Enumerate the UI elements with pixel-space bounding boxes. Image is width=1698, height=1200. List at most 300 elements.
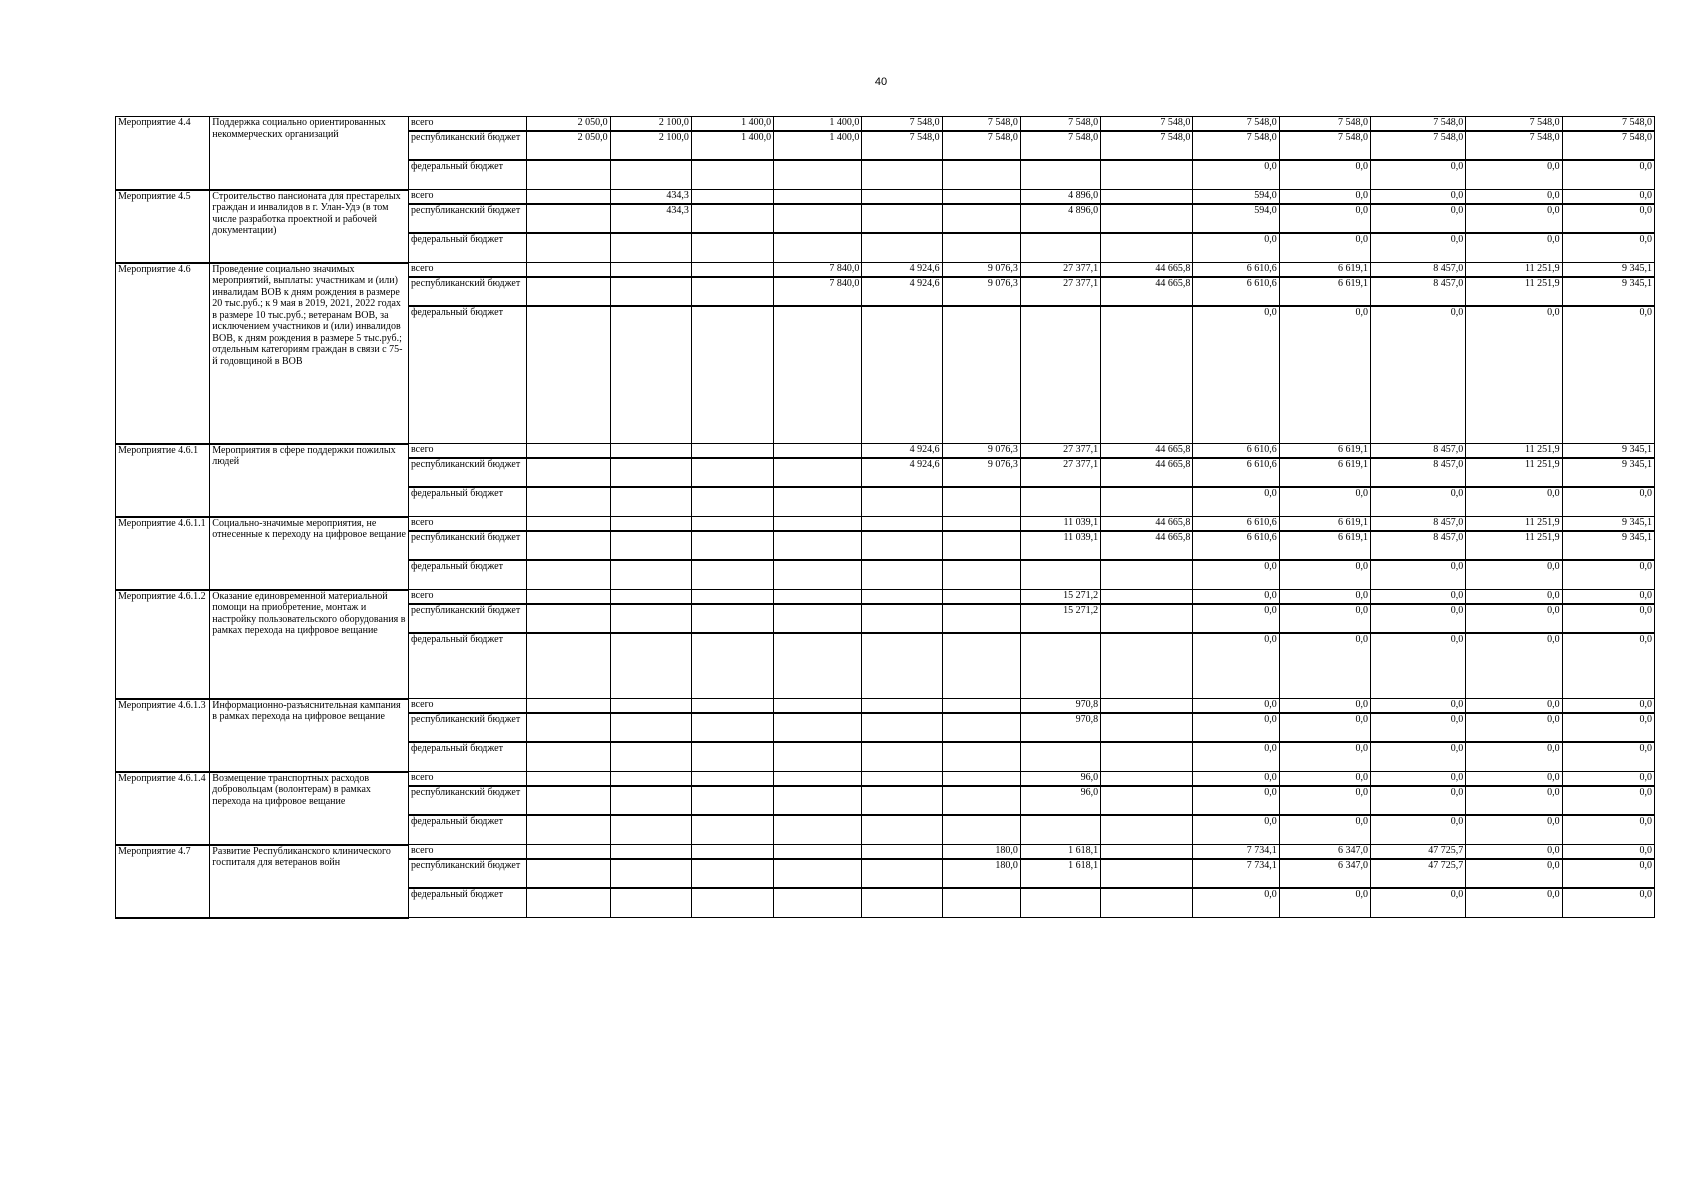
amount-cell (862, 306, 942, 444)
amount-cell (527, 845, 610, 859)
table-row (116, 590, 1655, 604)
amount-cell: 0,0 (1279, 204, 1370, 233)
amount-cell: 0,0 (1466, 306, 1562, 444)
amount-cell (691, 517, 773, 531)
amount-cell: 7 840,0 (774, 263, 862, 277)
amount-cell: 1 618,1 (1020, 845, 1100, 859)
amount-cell (527, 458, 610, 487)
amount-cell: 7 548,0 (862, 117, 942, 131)
amount-cell (1020, 560, 1100, 590)
amount-cell: 0,0 (1562, 713, 1654, 742)
amount-cell: 7 548,0 (1020, 131, 1100, 160)
amount-cell (691, 772, 773, 786)
measure-name: Возмещение транспортных расходов добровольцам (волонтерам) в рамках перехода на цифровое вещание (210, 772, 409, 845)
amount-cell (691, 590, 773, 604)
amount-cell (862, 888, 942, 918)
measure-name: Мероприятия в сфере поддержки пожилых людей (210, 444, 409, 517)
amount-cell (610, 458, 691, 487)
amount-cell: 0,0 (1279, 699, 1370, 713)
amount-cell: 44 665,8 (1101, 444, 1193, 458)
amount-cell (691, 263, 773, 277)
amount-cell: 0,0 (1562, 699, 1654, 713)
amount-cell: 0,0 (1193, 306, 1279, 444)
amount-cell (862, 815, 942, 845)
amount-cell (691, 786, 773, 815)
amount-cell: 0,0 (1562, 160, 1654, 190)
amount-cell (942, 604, 1020, 633)
amount-cell: 9 345,1 (1562, 458, 1654, 487)
amount-cell: 9 345,1 (1562, 277, 1654, 306)
amount-cell: 9 076,3 (942, 458, 1020, 487)
amount-cell (691, 487, 773, 517)
amount-cell (610, 233, 691, 263)
amount-cell (527, 444, 610, 458)
amount-cell: 6 619,1 (1279, 277, 1370, 306)
amount-cell: 8 457,0 (1370, 277, 1465, 306)
amount-cell: 6 619,1 (1279, 517, 1370, 531)
amount-cell: 2 100,0 (610, 117, 691, 131)
amount-cell (527, 306, 610, 444)
amount-cell: 0,0 (1370, 772, 1465, 786)
amount-cell (942, 160, 1020, 190)
amount-cell (691, 845, 773, 859)
amount-cell (862, 742, 942, 772)
amount-cell: 7 548,0 (1101, 117, 1193, 131)
amount-cell: 4 924,6 (862, 277, 942, 306)
amount-cell: 4 924,6 (862, 444, 942, 458)
amount-cell (774, 190, 862, 204)
amount-cell (862, 590, 942, 604)
amount-cell (862, 160, 942, 190)
amount-cell: 8 457,0 (1370, 444, 1465, 458)
amount-cell (691, 160, 773, 190)
amount-cell: 1 400,0 (691, 131, 773, 160)
amount-cell (1101, 487, 1193, 517)
amount-cell (942, 713, 1020, 742)
amount-cell (774, 786, 862, 815)
amount-cell: 11 251,9 (1466, 517, 1562, 531)
amount-cell (774, 458, 862, 487)
amount-cell: 434,3 (610, 190, 691, 204)
amount-cell (942, 190, 1020, 204)
amount-cell: 0,0 (1562, 633, 1654, 699)
amount-cell (610, 263, 691, 277)
amount-cell: 0,0 (1466, 190, 1562, 204)
amount-cell (691, 888, 773, 918)
amount-cell (774, 560, 862, 590)
funding-source: республиканский бюджет (408, 786, 526, 815)
measure-code: Мероприятие 4.6.1.4 (116, 772, 210, 845)
measure-name: Информационно-разъяснительная кампания в рамках перехода на цифровое вещание (210, 699, 409, 772)
amount-cell (774, 713, 862, 742)
funding-source: федеральный бюджет (408, 160, 526, 190)
amount-cell: 0,0 (1193, 772, 1279, 786)
funding-source: федеральный бюджет (408, 815, 526, 845)
amount-cell: 0,0 (1279, 786, 1370, 815)
amount-cell: 9 345,1 (1562, 517, 1654, 531)
amount-cell (774, 306, 862, 444)
funding-source: республиканский бюджет (408, 277, 526, 306)
funding-source: федеральный бюджет (408, 306, 526, 444)
amount-cell (862, 633, 942, 699)
amount-cell: 44 665,8 (1101, 277, 1193, 306)
amount-cell: 0,0 (1193, 713, 1279, 742)
amount-cell (774, 590, 862, 604)
funding-source: федеральный бюджет (408, 487, 526, 517)
amount-cell: 0,0 (1466, 204, 1562, 233)
amount-cell (527, 772, 610, 786)
amount-cell (610, 444, 691, 458)
amount-cell: 0,0 (1370, 204, 1465, 233)
amount-cell: 7 548,0 (1193, 117, 1279, 131)
amount-cell: 0,0 (1193, 742, 1279, 772)
amount-cell (862, 560, 942, 590)
amount-cell (942, 772, 1020, 786)
amount-cell: 9 076,3 (942, 277, 1020, 306)
funding-source: федеральный бюджет (408, 888, 526, 918)
funding-source: республиканский бюджет (408, 859, 526, 888)
amount-cell (862, 713, 942, 742)
funding-source: всего (408, 444, 526, 458)
funding-source: республиканский бюджет (408, 531, 526, 560)
amount-cell (610, 487, 691, 517)
amount-cell: 7 734,1 (1193, 859, 1279, 888)
amount-cell (774, 859, 862, 888)
amount-cell: 7 548,0 (1370, 131, 1465, 160)
amount-cell: 6 619,1 (1279, 531, 1370, 560)
amount-cell (691, 233, 773, 263)
amount-cell: 4 924,6 (862, 263, 942, 277)
amount-cell (610, 888, 691, 918)
amount-cell (527, 604, 610, 633)
amount-cell: 11 251,9 (1466, 458, 1562, 487)
funding-source: всего (408, 263, 526, 277)
amount-cell: 0,0 (1466, 888, 1562, 918)
amount-cell: 0,0 (1279, 160, 1370, 190)
amount-cell: 0,0 (1466, 590, 1562, 604)
amount-cell (610, 742, 691, 772)
amount-cell: 0,0 (1466, 742, 1562, 772)
amount-cell: 0,0 (1466, 772, 1562, 786)
amount-cell (1101, 204, 1193, 233)
amount-cell (691, 444, 773, 458)
amount-cell (691, 633, 773, 699)
amount-cell: 8 457,0 (1370, 517, 1465, 531)
amount-cell: 7 548,0 (1562, 131, 1654, 160)
amount-cell: 9 076,3 (942, 444, 1020, 458)
amount-cell: 0,0 (1193, 786, 1279, 815)
amount-cell: 0,0 (1562, 604, 1654, 633)
amount-cell (942, 742, 1020, 772)
amount-cell: 44 665,8 (1101, 458, 1193, 487)
amount-cell (1020, 633, 1100, 699)
amount-cell: 4 896,0 (1020, 190, 1100, 204)
amount-cell: 0,0 (1193, 590, 1279, 604)
amount-cell (1101, 786, 1193, 815)
amount-cell: 9 345,1 (1562, 531, 1654, 560)
amount-cell: 7 548,0 (942, 117, 1020, 131)
amount-cell (862, 204, 942, 233)
amount-cell (1101, 815, 1193, 845)
amount-cell: 434,3 (610, 204, 691, 233)
amount-cell: 0,0 (1466, 560, 1562, 590)
amount-cell: 0,0 (1466, 845, 1562, 859)
amount-cell (691, 458, 773, 487)
amount-cell: 0,0 (1279, 590, 1370, 604)
amount-cell: 0,0 (1193, 699, 1279, 713)
amount-cell: 0,0 (1370, 487, 1465, 517)
amount-cell: 0,0 (1562, 772, 1654, 786)
budget-table (115, 116, 1655, 919)
amount-cell: 0,0 (1370, 160, 1465, 190)
amount-cell (1101, 633, 1193, 699)
amount-cell (527, 531, 610, 560)
amount-cell (774, 845, 862, 859)
table-row (116, 117, 1655, 131)
amount-cell (1101, 233, 1193, 263)
amount-cell: 11 039,1 (1020, 517, 1100, 531)
amount-cell (774, 487, 862, 517)
amount-cell: 0,0 (1370, 560, 1465, 590)
table-row (116, 699, 1655, 713)
measure-name: Социально-значимые мероприятия, не отнесенные к переходу на цифровое вещание (210, 517, 409, 590)
amount-cell: 47 725,7 (1370, 859, 1465, 888)
amount-cell (862, 859, 942, 888)
amount-cell: 0,0 (1370, 815, 1465, 845)
measure-code: Мероприятие 4.7 (116, 845, 210, 918)
amount-cell: 27 377,1 (1020, 444, 1100, 458)
amount-cell: 0,0 (1279, 560, 1370, 590)
amount-cell (1101, 560, 1193, 590)
amount-cell: 9 076,3 (942, 263, 1020, 277)
amount-cell (1020, 160, 1100, 190)
amount-cell: 0,0 (1193, 815, 1279, 845)
amount-cell: 7 548,0 (862, 131, 942, 160)
measure-code: Мероприятие 4.5 (116, 190, 210, 263)
amount-cell (527, 713, 610, 742)
amount-cell: 7 734,1 (1193, 845, 1279, 859)
amount-cell (1101, 742, 1193, 772)
amount-cell: 96,0 (1020, 786, 1100, 815)
amount-cell (942, 815, 1020, 845)
amount-cell: 7 548,0 (942, 131, 1020, 160)
amount-cell: 1 400,0 (774, 117, 862, 131)
table-row (116, 190, 1655, 204)
funding-source: всего (408, 845, 526, 859)
amount-cell: 0,0 (1562, 590, 1654, 604)
amount-cell (691, 815, 773, 845)
amount-cell: 6 610,6 (1193, 277, 1279, 306)
amount-cell: 44 665,8 (1101, 531, 1193, 560)
amount-cell (610, 699, 691, 713)
amount-cell (942, 560, 1020, 590)
amount-cell (1101, 772, 1193, 786)
amount-cell (527, 277, 610, 306)
amount-cell (691, 742, 773, 772)
amount-cell (774, 888, 862, 918)
amount-cell: 0,0 (1466, 859, 1562, 888)
amount-cell (774, 517, 862, 531)
amount-cell: 0,0 (1370, 590, 1465, 604)
amount-cell: 11 251,9 (1466, 444, 1562, 458)
measure-name: Оказание единовременной материальной помощи на приобретение, монтаж и настройку пользовательского оборудования в рамках перехода на цифровое вещание (210, 590, 409, 699)
amount-cell (1101, 190, 1193, 204)
amount-cell (691, 277, 773, 306)
amount-cell: 8 457,0 (1370, 263, 1465, 277)
amount-cell: 8 457,0 (1370, 458, 1465, 487)
measure-name: Строительство пансионата для престарелых граждан и инвалидов в г. Улан-Удэ (в том числе разработка проектной и рабочей документации) (210, 190, 409, 263)
amount-cell: 11 251,9 (1466, 531, 1562, 560)
measure-name: Проведение социально значимых мероприятий, выплаты: участникам и (или) инвалидам ВОВ к дням рождения в размере 20 тыс.руб.; к 9 мая в 2019, 2021, 2022 годах в размере 10 тыс.руб.; ветеранам ВОВ, за исключением участников и (или) инвалидов ВОВ, к дням рождения в размере 5 тыс.руб.; отдельным категориям граждан в связи с 75-й годовщиной в ВОВ (210, 263, 409, 444)
amount-cell (942, 306, 1020, 444)
amount-cell: 6 619,1 (1279, 263, 1370, 277)
funding-source: федеральный бюджет (408, 233, 526, 263)
amount-cell: 0,0 (1562, 190, 1654, 204)
amount-cell: 6 347,0 (1279, 845, 1370, 859)
amount-cell: 0,0 (1193, 560, 1279, 590)
funding-source: всего (408, 190, 526, 204)
amount-cell: 0,0 (1466, 487, 1562, 517)
amount-cell: 0,0 (1279, 190, 1370, 204)
amount-cell: 15 271,2 (1020, 604, 1100, 633)
page-number: 40 (874, 76, 888, 88)
amount-cell (691, 604, 773, 633)
amount-cell (610, 633, 691, 699)
amount-cell (862, 487, 942, 517)
amount-cell: 2 050,0 (527, 131, 610, 160)
funding-source: республиканский бюджет (408, 604, 526, 633)
table-row (116, 263, 1655, 277)
amount-cell (862, 517, 942, 531)
amount-cell: 7 548,0 (1279, 131, 1370, 160)
amount-cell: 0,0 (1279, 742, 1370, 772)
amount-cell (862, 233, 942, 263)
amount-cell (774, 699, 862, 713)
amount-cell: 0,0 (1562, 487, 1654, 517)
amount-cell: 9 345,1 (1562, 263, 1654, 277)
amount-cell: 0,0 (1562, 306, 1654, 444)
amount-cell: 0,0 (1466, 604, 1562, 633)
amount-cell: 0,0 (1193, 487, 1279, 517)
amount-cell: 11 251,9 (1466, 263, 1562, 277)
table-row (116, 845, 1655, 859)
amount-cell: 7 840,0 (774, 277, 862, 306)
amount-cell (942, 699, 1020, 713)
amount-cell (691, 190, 773, 204)
amount-cell: 7 548,0 (1279, 117, 1370, 131)
amount-cell (1101, 590, 1193, 604)
amount-cell: 6 619,1 (1279, 458, 1370, 487)
measure-code: Мероприятие 4.4 (116, 117, 210, 190)
amount-cell (527, 888, 610, 918)
amount-cell: 8 457,0 (1370, 531, 1465, 560)
amount-cell: 47 725,7 (1370, 845, 1465, 859)
amount-cell: 15 271,2 (1020, 590, 1100, 604)
amount-cell: 0,0 (1466, 633, 1562, 699)
amount-cell: 0,0 (1370, 604, 1465, 633)
amount-cell (1101, 604, 1193, 633)
amount-cell: 7 548,0 (1370, 117, 1465, 131)
amount-cell: 0,0 (1466, 786, 1562, 815)
amount-cell: 6 610,6 (1193, 458, 1279, 487)
amount-cell (527, 742, 610, 772)
amount-cell (942, 531, 1020, 560)
amount-cell (610, 531, 691, 560)
funding-source: всего (408, 772, 526, 786)
table-row (116, 772, 1655, 786)
amount-cell (691, 713, 773, 742)
amount-cell (527, 517, 610, 531)
amount-cell (862, 531, 942, 560)
amount-cell (774, 444, 862, 458)
funding-source: республиканский бюджет (408, 204, 526, 233)
amount-cell (610, 604, 691, 633)
amount-cell (942, 204, 1020, 233)
amount-cell (942, 633, 1020, 699)
amount-cell (862, 190, 942, 204)
amount-cell: 0,0 (1562, 888, 1654, 918)
table-row (116, 444, 1655, 458)
amount-cell: 6 347,0 (1279, 859, 1370, 888)
amount-cell: 0,0 (1370, 306, 1465, 444)
amount-cell (610, 772, 691, 786)
amount-cell (1101, 306, 1193, 444)
amount-cell: 4 896,0 (1020, 204, 1100, 233)
funding-source: всего (408, 517, 526, 531)
amount-cell (942, 888, 1020, 918)
amount-cell: 6 610,6 (1193, 517, 1279, 531)
amount-cell: 27 377,1 (1020, 263, 1100, 277)
amount-cell (527, 633, 610, 699)
amount-cell: 0,0 (1562, 560, 1654, 590)
amount-cell: 0,0 (1370, 190, 1465, 204)
amount-cell: 2 100,0 (610, 131, 691, 160)
amount-cell (610, 845, 691, 859)
amount-cell: 970,8 (1020, 713, 1100, 742)
amount-cell (610, 713, 691, 742)
amount-cell (527, 815, 610, 845)
amount-cell (527, 786, 610, 815)
amount-cell: 0,0 (1279, 815, 1370, 845)
measure-name: Развитие Республиканского клинического госпиталя для ветеранов войн (210, 845, 409, 918)
amount-cell: 0,0 (1562, 742, 1654, 772)
amount-cell (1101, 160, 1193, 190)
amount-cell (774, 742, 862, 772)
measure-name: Поддержка социально ориентированных некоммерческих организаций (210, 117, 409, 190)
amount-cell: 0,0 (1562, 204, 1654, 233)
amount-cell (774, 772, 862, 786)
amount-cell (1101, 699, 1193, 713)
amount-cell (942, 517, 1020, 531)
amount-cell (527, 859, 610, 888)
amount-cell: 0,0 (1193, 633, 1279, 699)
amount-cell: 1 400,0 (774, 131, 862, 160)
amount-cell (610, 590, 691, 604)
measure-code: Мероприятие 4.6.1 (116, 444, 210, 517)
amount-cell (774, 604, 862, 633)
funding-source: всего (408, 590, 526, 604)
amount-cell (774, 531, 862, 560)
amount-cell (774, 633, 862, 699)
amount-cell: 0,0 (1370, 633, 1465, 699)
amount-cell: 0,0 (1279, 604, 1370, 633)
amount-cell: 6 610,6 (1193, 263, 1279, 277)
amount-cell (1101, 888, 1193, 918)
amount-cell: 7 548,0 (1466, 131, 1562, 160)
amount-cell: 27 377,1 (1020, 277, 1100, 306)
amount-cell: 96,0 (1020, 772, 1100, 786)
amount-cell: 0,0 (1193, 888, 1279, 918)
